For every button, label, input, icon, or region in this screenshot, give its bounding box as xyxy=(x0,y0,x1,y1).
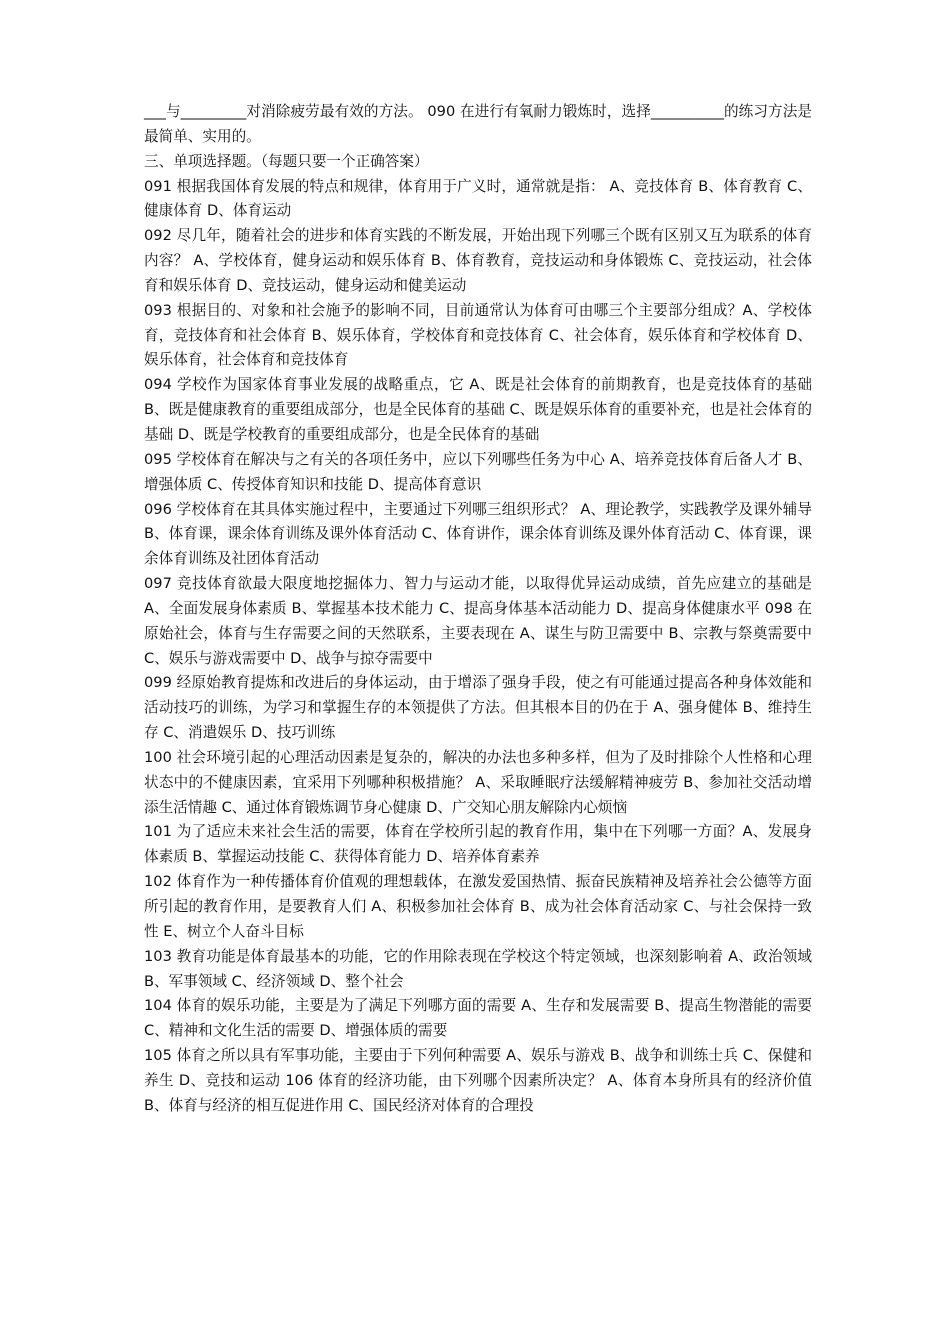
document-body xyxy=(144,100,812,1119)
question-091: 091 根据我国体育发展的特点和规律，体育用于广义时，通常就是指： A、竞技体育 B、体育教育 C、健康体育 D、体育运动 xyxy=(144,177,812,220)
question-097-098: 097 竞技体育欲最大限度地挖掘体力、智力与运动才能，以取得优异运动成绩，首先应建立的基础是 A、全面发展身体素质 B、掌握基本技术能力 C、提高身体基本活动能力 D、提高身体健康水平 098 在原始社会，体育与生存需要之间的天然联系，主要表现在 A、谋生与防卫需要中 B、宗教与祭奠需要中 C、娱乐与游戏需要中 D、战争与掠夺需要中 xyxy=(144,575,812,667)
question-105-106: 105 体育之所以具有军事功能，主要由于下列何种需要 A、娱乐与游戏 B、战争和训练士兵 C、保健和养生 D、竞技和运动 106 体育的经济功能，由下列哪个因素所决定？ A、体育本身所具有的经济价值 B、体育与经济的相互促进作用 C、国民经济对体育的合理投 xyxy=(144,1047,812,1114)
question-100: 100 社会环境引起的心理活动因素是复杂的，解决的办法也多种多样，但为了及时排除个人性格和心理状态中的不健康因素，宜采用下列哪种积极措施？ A、采取睡眠疗法缓解精神疲劳 B、参加社交活动增添生活情趣 C、通过体育锻炼调节身心健康 D、广交知心朋友解除内心烦恼 xyxy=(144,748,812,816)
question-096: 096 学校体育在其具体实施过程中，主要通过下列哪三组织形式？ A、理论教学，实践教学及课外辅导 B、体育课，课余体育训练及课外体育活动 C、体育讲作，课余体育训练及课外体育活动 C、体育课，课余体育训练及社团体育活动 xyxy=(144,500,812,568)
question-101: 101 为了适应未来社会生活的需要，体育在学校所引起的教育作用，集中在下列哪一方面？A、发展身体素质 B、掌握运动技能 C、获得体育能力 D、培养体育素养 xyxy=(144,823,812,866)
question-099: 099 经原始教育提炼和改进后的身体运动，由于增添了强身手段，使之有可能通过提高各种身体效能和活动技巧的训练，为学习和掌握生存的本领提供了方法。但其根本目的仍在于 A、强身健体 B、维持生存 C、消遣娱乐 D、技巧训练 xyxy=(144,674,812,742)
question-094: 094 学校作为国家体育事业发展的战略重点，它 A、既是社会体育的前期教育，也是竞技体育的基础 B、既是健康教育的重要组成部分，也是全民体育的基础 C、既是娱乐体育的重要补充，也是社会体育的基础 D、既是学校教育的重要组成部分，也是全民体育的基础 xyxy=(144,376,812,443)
question-095: 095 学校体育在解决与之有关的各项任务中，应以下列哪些任务为中心 A、培养竞技体育后备人才 B、增强体质 C、传授体育知识和技能 D、提高体育意识 xyxy=(144,450,812,493)
question-092: 092 尽几年，随着社会的进步和体育实践的不断发展，开始出现下列哪三个既有区别又互为联系的体育内容？ A、学校体育，健身运动和娱乐体育 B、体育教育，竞技运动和身体锻炼 C、竞技运动，社会体育和娱乐体育 D、竞技运动，健身运动和健美运动 xyxy=(144,227,812,294)
question-102: 102 体育作为一种传播体育价值观的理想载体，在激发爱国热情、振奋民族精神及培养社会公德等方面所引起的教育作用，是要教育人们 A、积极参加社会体育 B、成为社会体育活动家 C、与社会保持一致性 E、树立个人奋斗目标 xyxy=(144,873,812,940)
section-heading-single-choice: 三、单项选择题。（每题只要一个正确答案） xyxy=(144,152,429,170)
question-093: 093 根据目的、对象和社会施予的影响不同，目前通常认为体育可由哪三个主要部分组成？A、学校体育，竞技体育和社会体育 B、娱乐体育，学校体育和竞技体育 C、社会体育，娱乐体育和学校体育 D、娱乐体育，社会体育和竞技体育 xyxy=(144,301,812,369)
question-103: 103 教育功能是体育最基本的功能，它的作用除表现在学校这个特定领域，也深刻影响着 A、政治领域 B、军事领域 C、经济领域 D、整个社会 xyxy=(144,947,812,990)
question-104: 104 体育的娱乐功能，主要是为了满足下列哪方面的需要 A、生存和发展需要 B、提高生物潜能的需要 C、精神和文化生活的需要 D、增强体质的需要 xyxy=(144,997,812,1040)
paragraph-fill-blank-end: ___与_________对消除疲劳最有效的方法。 090 在进行有氧耐力锻炼时，选择__________的练习方法是最简单、实用的。 xyxy=(144,103,812,145)
